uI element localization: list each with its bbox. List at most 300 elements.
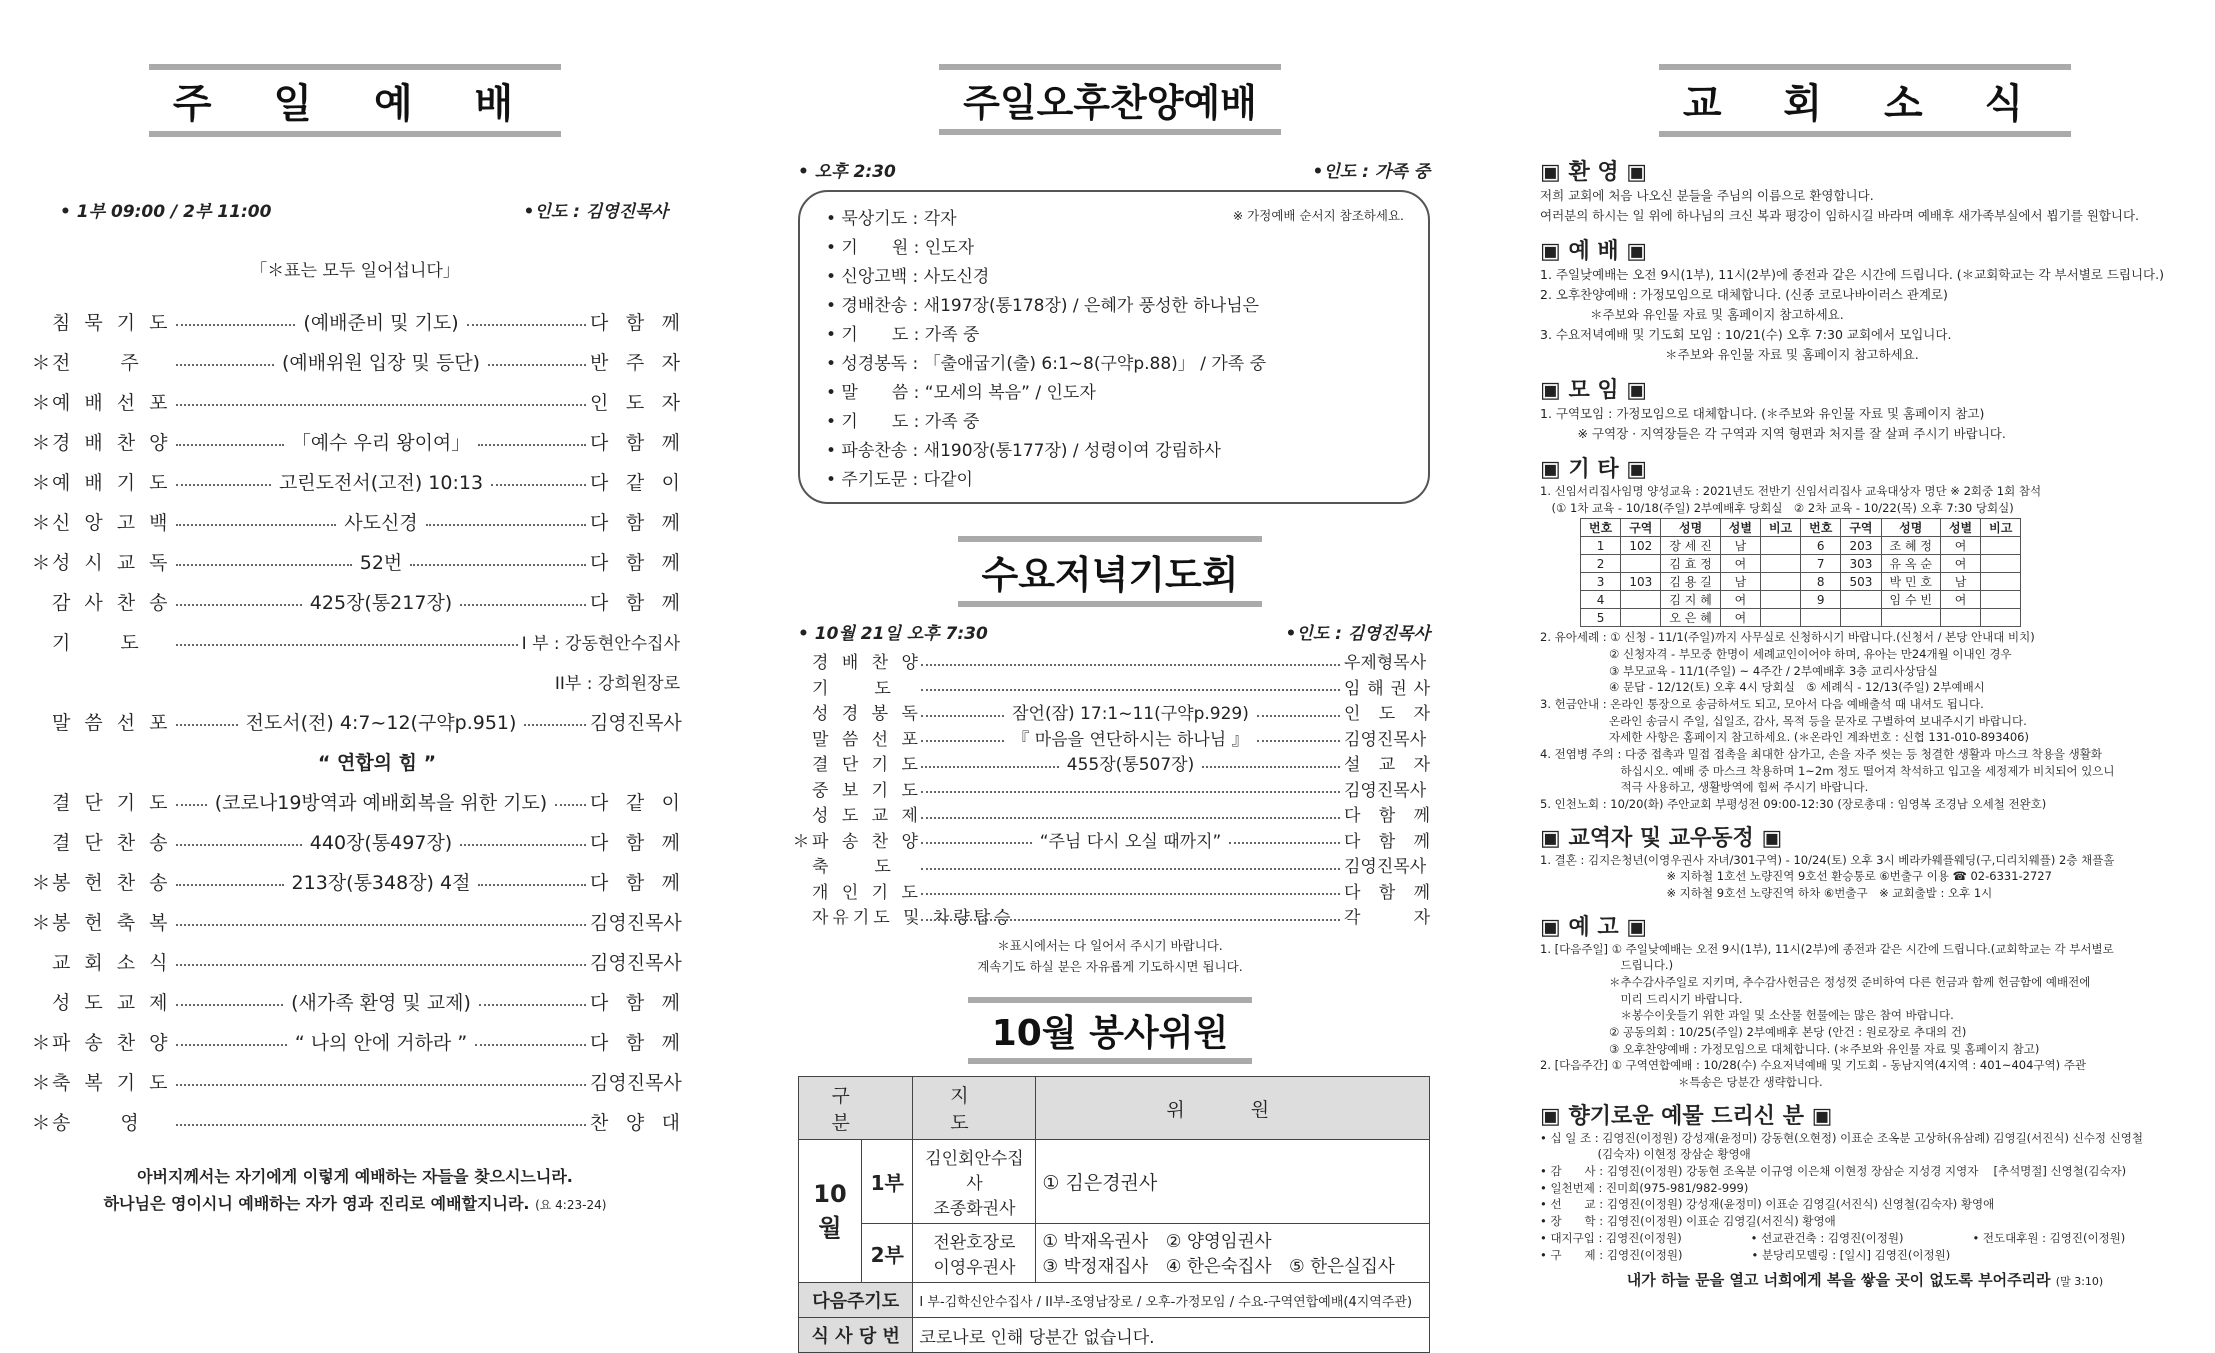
- afternoon-order-item: • 기 원 : 인도자: [826, 238, 975, 258]
- order-content: “주님 다시 오실 때까지”: [1039, 831, 1222, 852]
- deacon-table-cell: 장 세 진: [1661, 537, 1720, 555]
- order-label: 결 단 찬 송: [52, 831, 172, 854]
- order-content: “ 연합의 힘 ”: [317, 751, 437, 774]
- deacon-table-cell: 503: [1841, 573, 1881, 591]
- afternoon-order-box: [798, 190, 1430, 504]
- order-person: 다 함 께: [590, 511, 681, 534]
- deacon-table-cell: 6: [1801, 537, 1841, 555]
- order-label: 성 시 교 독: [52, 551, 172, 574]
- order-row: [30, 1101, 680, 1141]
- sunday-worship-column: [30, 0, 680, 1217]
- deacon-table-head-cell: 성명: [1661, 519, 1720, 537]
- order-row: [790, 750, 1430, 776]
- standing-mark: ＊: [31, 1111, 51, 1134]
- order-label: 성 경 봉 독: [812, 704, 922, 725]
- leader-dots: [176, 324, 295, 326]
- volunteers-title-wrap: [790, 997, 1430, 1064]
- deacon-table-cell: 박 민 호: [1881, 573, 1940, 591]
- order-row: [790, 801, 1430, 827]
- verse-line-2: 하나님은 영이시니 예배하는 자가 영과 진리로 예배할지니라.: [103, 1194, 530, 1214]
- deacon-table-cell: 102: [1621, 537, 1661, 555]
- leader-dots: [176, 1084, 586, 1086]
- deacon-table-cell: 8: [1801, 573, 1841, 591]
- order-label: 개 인 기 도: [812, 882, 922, 903]
- standing-mark: ＊: [31, 511, 51, 534]
- closing-verse-ref: (말 3:10): [2055, 1275, 2104, 1289]
- order-content: 425장(통217장): [309, 591, 453, 614]
- worship-leader: •인도 : 김영진목사: [523, 202, 668, 222]
- order-label: 교 회 소 식: [52, 951, 172, 974]
- standing-mark: ＊: [31, 551, 51, 574]
- deacon-table-head-cell: 성별: [1940, 519, 1980, 537]
- deacon-table-row: [1581, 609, 2021, 627]
- order-row: [30, 461, 680, 501]
- order-content: 전도서(전) 4:7~12(구약p.951): [245, 711, 517, 734]
- leader-dots: [921, 868, 1340, 870]
- leader-dots: [176, 1044, 287, 1046]
- leader-dots: [479, 1004, 586, 1006]
- church-news-column: [1540, 0, 2190, 1290]
- order-label: 파 송 찬 양: [812, 831, 922, 852]
- leader-dots: [176, 924, 586, 926]
- sunday-order-list: [30, 301, 680, 1141]
- order-person: 다 같 이: [590, 471, 681, 494]
- deacon-table-head-cell: 비고: [1760, 519, 1800, 537]
- order-label: 말 씀 선 포: [52, 711, 172, 734]
- order-person: 각 자: [1344, 908, 1430, 929]
- standing-mark: ＊: [792, 831, 810, 852]
- standing-mark: ＊: [31, 431, 51, 454]
- order-row: [790, 674, 1430, 700]
- order-content: 사도신경: [344, 511, 418, 534]
- order-person: 다 함 께: [590, 431, 680, 454]
- order-person: 우제형목사: [1344, 653, 1427, 674]
- standing-mark: ＊: [31, 351, 51, 374]
- afternoon-leader: •인도 : 가족 중: [1312, 162, 1430, 182]
- leader-dots: [921, 842, 1032, 844]
- deacon-table-cell: 9: [1801, 591, 1841, 609]
- order-label: 경 배 찬 양: [52, 431, 172, 454]
- leader-dots: [1202, 766, 1340, 768]
- afternoon-title: 주일오후찬양예배: [963, 81, 1257, 125]
- order-row: [30, 981, 680, 1021]
- leader-dots: [491, 484, 586, 486]
- deacon-table-row: [1581, 555, 2021, 573]
- leader-dots: [555, 804, 586, 806]
- leader-dots: [921, 689, 1340, 691]
- verse-line-1: 아버지께서는 자기에게 이렇게 예배하는 자들을 찾으시느니라.: [137, 1167, 573, 1186]
- deacon-table-cell: 여: [1720, 609, 1760, 627]
- deacon-table-cell: 여: [1720, 555, 1760, 573]
- table-month: 10월: [799, 1140, 862, 1283]
- wednesday-notes: [790, 935, 1430, 978]
- deacon-table-row: [1581, 573, 2021, 591]
- order-person: 다 함 께: [590, 551, 680, 574]
- order-label: 봉 헌 축 복: [52, 911, 172, 934]
- leader-dots: [176, 884, 284, 886]
- table-row1-lead: 김인회안수집사 조종화권사: [913, 1140, 1036, 1224]
- deacon-table-cell: [1760, 555, 1800, 573]
- deacon-table-row: [1581, 537, 2021, 555]
- deacon-table-cell: 203: [1841, 537, 1881, 555]
- afternoon-order-item: • 성경봉독 : 「출애굽기(출) 6:1~8(구약p.88)」 / 가족 중: [826, 354, 1266, 374]
- leader-dots: [921, 791, 1340, 793]
- leader-dots: [176, 644, 518, 646]
- deacon-table-cell: [1760, 591, 1800, 609]
- standing-mark: ＊: [31, 391, 51, 414]
- leader-dots: [176, 444, 284, 446]
- order-row: [30, 821, 680, 861]
- order-person: 다 함 께: [590, 591, 681, 614]
- order-label: 말 씀 선 포: [812, 729, 922, 750]
- order-row: [30, 341, 680, 381]
- table-row2-members-line2: ③ 박정재집사 ④ 한은숙집사 ⑤ 한은실집사: [1042, 1257, 1395, 1277]
- order-row: [790, 648, 1430, 674]
- order-person: 인 도 자: [1344, 704, 1430, 725]
- deacon-table-cell: [1760, 609, 1800, 627]
- standing-mark: ＊: [31, 471, 51, 494]
- order-label: 중 보 기 도: [812, 780, 922, 801]
- deacon-table-head-cell: 비고: [1981, 519, 2021, 537]
- order-row: [30, 621, 680, 661]
- deacon-table-cell: [1981, 555, 2021, 573]
- order-content: 455장(통507장): [1066, 755, 1195, 776]
- deacon-table-cell: [1621, 591, 1661, 609]
- deacon-table-cell: 여: [1720, 591, 1760, 609]
- wednesday-title: 수요저녁기도회: [981, 553, 1239, 597]
- meeting-text: 1. 구역모임 : 가정모임으로 대체합니다. (＊주보와 유인물 자료 및 홈페이지 참고) ※ 구역장 · 지역장들은 각 구역과 지역 형편과 처지를 잘 살펴 주시기 바랍니다.: [1540, 406, 2006, 441]
- deacon-table-cell: 김 용 길: [1661, 573, 1720, 591]
- order-row: [30, 861, 680, 901]
- table-row2-members-line1: ① 박재옥권사 ② 양영임권사: [1042, 1232, 1272, 1252]
- deacon-table-cell: [1981, 591, 2021, 609]
- order-row: [790, 699, 1430, 725]
- welcome-text: 저희 교회에 처음 나오신 분들을 주님의 이름으로 환영합니다. 여러분의 하시는 일 위에 하나님의 크신 복과 평강이 임하시길 바라며 예배후 새가족부실에서 뵙기를 원합니다.: [1540, 188, 2140, 223]
- order-person: 찬 양 대: [590, 1111, 680, 1134]
- leader-dots: [1229, 842, 1340, 844]
- deacon-table-head-cell: 성별: [1720, 519, 1760, 537]
- closing-verse: [1540, 1269, 2190, 1290]
- deacon-table-cell: 2: [1581, 555, 1621, 573]
- leader-dots: [176, 484, 271, 486]
- order-label: 예 배 기 도: [52, 471, 172, 494]
- table-row2-members: [1036, 1224, 1430, 1283]
- deacon-list-table: [1580, 518, 2021, 627]
- order-label: 결 단 기 도: [52, 791, 172, 814]
- deacon-table-head-cell: 구역: [1841, 519, 1881, 537]
- order-label: 경 배 찬 양: [812, 653, 922, 674]
- deacon-table-cell: 조 혜 정: [1881, 537, 1940, 555]
- deacon-table-row: [1581, 591, 2021, 609]
- order-row: [30, 661, 680, 701]
- order-row: [790, 725, 1430, 751]
- order-row: [30, 501, 680, 541]
- leader-dots: [488, 364, 586, 366]
- notice-heading: ▣ 예 고 ▣: [1540, 914, 1648, 940]
- order-content: 고린도전서(고전) 10:13: [278, 471, 484, 494]
- order-person: 김영진목사: [590, 1071, 682, 1094]
- order-label: 축 도: [812, 857, 895, 878]
- order-label: 신 앙 고 백: [52, 511, 172, 534]
- deacon-table-cell: 1: [1581, 537, 1621, 555]
- deacon-table-cell: [1841, 591, 1881, 609]
- order-label: 성 도 교 제: [812, 806, 922, 827]
- deacon-table-cell: 5: [1581, 609, 1621, 627]
- order-row: [30, 301, 680, 341]
- deacon-table-cell: [1981, 609, 2021, 627]
- next-prayer-value: I 부-김학신안수집사 / II부-조영남장로 / 오후-가정모임 / 수요-구역연합예배(4지역주관): [913, 1283, 1430, 1318]
- leader-dots: [176, 404, 586, 406]
- news-body: [1540, 155, 2190, 1290]
- order-row: [30, 901, 680, 941]
- leader-dots: [176, 724, 238, 726]
- order-label: 자유기도 및 차량탑승: [812, 908, 1015, 929]
- deacon-table-cell: 남: [1720, 537, 1760, 555]
- order-person: 다 함 께: [590, 311, 681, 334]
- order-person: 다 함 께: [1344, 882, 1430, 903]
- order-person: 다 함 께: [590, 871, 680, 894]
- afternoon-order-item: • 주기도문 : 다같이: [826, 470, 973, 490]
- leader-dots: [176, 1124, 586, 1126]
- wednesday-title-wrap: [790, 536, 1430, 607]
- order-person: 다 함 께: [590, 831, 681, 854]
- order-row: [790, 878, 1430, 904]
- order-content: (예배준비 및 기도): [303, 311, 459, 334]
- order-content: (예배위원 입장 및 등단): [281, 351, 481, 374]
- deacon-table-head-cell: 성명: [1881, 519, 1940, 537]
- order-content: (코로나19방역과 예배회복을 위한 기도): [214, 791, 548, 814]
- leader-dots: [176, 604, 302, 606]
- afternoon-order-item: • 경배찬송 : 새197장(통178장) / 은혜가 풍성한 하나님은: [826, 296, 1260, 316]
- order-row: [30, 1061, 680, 1101]
- afternoon-order-item: • 기 도 : 가족 중: [826, 325, 980, 345]
- leader-dots: [467, 324, 586, 326]
- order-row: [790, 903, 1430, 929]
- offering-heading: ▣ 향기로운 예물 드리신 분 ▣: [1540, 1103, 1833, 1129]
- staff-news-heading: ▣ 교역자 및 교우동정 ▣: [1540, 825, 1783, 851]
- deacon-table-cell: 여: [1940, 555, 1980, 573]
- leader-dots: [176, 564, 352, 566]
- deacon-table-cell: 3: [1581, 573, 1621, 591]
- deacon-table-cell: [1801, 609, 1841, 627]
- order-label: 성 도 교 제: [52, 991, 172, 1014]
- order-label: 봉 헌 찬 송: [52, 871, 172, 894]
- wednesday-note-2: 계속기도 하실 분은 자유롭게 기도하시면 됩니다.: [977, 958, 1243, 974]
- table-row1-label: 1부: [862, 1140, 913, 1224]
- afternoon-worship-column: [790, 0, 1430, 1353]
- deacon-table-cell: 여: [1940, 591, 1980, 609]
- welcome-heading: ▣ 환 영 ▣: [1540, 160, 1648, 185]
- order-person: 다 함 께: [590, 1031, 681, 1054]
- leader-dots: [176, 524, 336, 526]
- deacon-table-cell: [1981, 573, 2021, 591]
- afternoon-meta: [798, 157, 1430, 182]
- staff-news-text: 1. 결혼 : 김지은청년(이영우권사 자녀/301구역) - 10/24(토) 오후 3시 베라카웨플웨딩(구,디리치웨플) 2층 채플홀 ※ 지하철 1호선 노량진역 9호선 환승통로 ⑥번출구 이용 ☎ 02-6331-2727 ※ 지하철 9호선 노량진역 하차 ⑥번출구 ※ 교회출발 : 오후 1시: [1540, 852, 2115, 901]
- order-row: [790, 852, 1430, 878]
- leader-dots: [524, 724, 586, 726]
- deacon-table-cell: [1940, 609, 1980, 627]
- sunday-worship-title-wrap: [30, 64, 680, 137]
- leader-dots: [1257, 715, 1340, 717]
- leader-dots: [410, 564, 586, 566]
- leader-dots: [460, 844, 586, 846]
- order-label: 감 사 찬 송: [52, 591, 172, 614]
- standing-mark: ＊: [31, 871, 51, 894]
- meal-duty-value: 코로나로 인해 당분간 없습니다.: [913, 1318, 1430, 1353]
- table-head-members: 위 원: [1036, 1077, 1430, 1140]
- order-content: 「예수 우리 왕이여」: [291, 431, 471, 454]
- order-content: 52번: [359, 551, 403, 574]
- deacon-table-cell: 유 옥 순: [1881, 555, 1940, 573]
- wednesday-note-1: ＊표시에서는 다 일어서 주시기 바랍니다.: [997, 937, 1223, 953]
- leader-dots: [426, 524, 586, 526]
- deacon-table-cell: 남: [1940, 573, 1980, 591]
- leader-dots: [1257, 740, 1340, 742]
- volunteers-title: 10월 봉사위원: [991, 1013, 1229, 1054]
- order-content: 잠언(잠) 17:1~11(구약p.929): [1012, 704, 1249, 725]
- table-head-division: 구 분: [799, 1077, 913, 1140]
- sunday-worship-meta: [60, 197, 668, 222]
- deacon-table-cell: 7: [1801, 555, 1841, 573]
- order-person: I 부 : 강동현안수집사: [521, 633, 680, 654]
- afternoon-order-item: • 신앙고백 : 사도신경: [826, 267, 990, 287]
- church-news-title: 교 회 소 식: [1682, 81, 2048, 127]
- leader-dots: [475, 1044, 586, 1046]
- etc-text-1: 1. 신임서리집사임명 양성교육 : 2021년도 전반기 신임서리집사 교육대상자 명단 ※ 2회중 1회 참석 (① 1차 교육 - 10/18(주일) 2부예배후 당회실 ② 2차 교육 - 10/22(목) 오후 7:30 당회실): [1540, 484, 2042, 515]
- order-person: 다 함 께: [1344, 806, 1430, 827]
- order-label: 침 묵 기 도: [52, 311, 172, 334]
- deacon-table-cell: 303: [1841, 555, 1881, 573]
- order-label: 축 복 기 도: [52, 1071, 172, 1094]
- leader-dots: [921, 715, 1004, 717]
- order-person: 김영진목사: [590, 711, 682, 734]
- order-content: “ 나의 안에 거하라 ”: [294, 1031, 468, 1054]
- order-person: 김영진목사: [1344, 857, 1427, 878]
- order-row: [30, 701, 680, 741]
- deacon-table-cell: 김 효 정: [1661, 555, 1720, 573]
- order-label: 예 배 선 포: [52, 391, 172, 414]
- order-row: [30, 941, 680, 981]
- verse-ref: (요 4:23-24): [535, 1198, 607, 1213]
- order-label: 파 송 찬 양: [52, 1031, 172, 1054]
- wednesday-time: • 10월 21일 오후 7:30: [798, 624, 988, 644]
- standing-mark: ＊: [31, 1031, 51, 1054]
- leader-dots: [176, 804, 207, 806]
- deacon-table-cell: 여: [1940, 537, 1980, 555]
- deacon-table-cell: 임 수 빈: [1881, 591, 1940, 609]
- etc-text-2: 2. 유아세례 : ① 신청 - 11/1(주일)까지 사무실로 신청하시기 바랍니다.(신청서 / 본당 안내대 비치) ② 신청자격 - 부모중 한명이 세례교인이어야 하며, 유아는 만24개월 이내인 경우 ③ 부모교육 - 11/1(주일) ~ 4주간 / 2부예배후 3층 교리사상담실 ④ 문답 - 12/12(토) 오후 4시 당회실 ⑤ 세례식 - 12/13(주일) 2부예배시 3. 헌금안내 : 온라인 통장으로 송금하셔도 되고, 모아서 다음 예배출석 때 내셔도 됩니다. 온라인 송금시 주일, 십일조, 감사, 목적 등을 문자로 구별하여 보내주시기 바랍니다. 자세한 사항은 홈페이지 참고하세요. (＊온라인 계좌번호 : 신협 131-010-893406) 4. 전염병 주의 : 다중 접촉과 밀접 접촉을 최대한 삼가고, 손을 자주 씻는 등 청결한 생활과 마스크 착용을 생활화 하십시오. 예배 중 마스크 착용하며 1~2m 정도 떨어져 착석하고 입고올 세정제가 비치되어 있으니 적극 사용하고, 생활방역에 힘써 주시기 바랍니다. 5. 인천노회 : 10/20(화) 주안교회 부평성전 09:00-12:30 (장로총대 : 임영복 조경남 오세철 전완호): [1540, 630, 2115, 812]
- order-person: 김영진목사: [590, 951, 682, 974]
- afternoon-order-lines: [826, 202, 1402, 492]
- leader-dots: [478, 884, 586, 886]
- order-person: 김영진목사: [1344, 729, 1427, 750]
- deacon-table-cell: [1760, 573, 1800, 591]
- deacon-table-cell: [1621, 555, 1661, 573]
- order-label: 결 단 기 도: [812, 755, 922, 776]
- leader-dots: [478, 444, 586, 446]
- deacon-table-head-cell: 번호: [1581, 519, 1621, 537]
- table-row2-lead: 전완호장로 이영우권사: [913, 1224, 1036, 1283]
- leader-dots: [176, 964, 586, 966]
- leader-dots: [921, 664, 1340, 666]
- afternoon-order-item: • 말 씀 : “모세의 복음” / 인도자: [826, 383, 1096, 403]
- church-news-title-wrap: [1540, 64, 2190, 137]
- deacon-table-cell: 남: [1720, 573, 1760, 591]
- offering-text: • 십 일 조 : 김영진(이정원) 강성재(윤정미) 강동현(오현정) 이표순 조옥분 고상하(유삼례) 김영길(서진식) 신수정 신영철 (김숙자) 이현정 장삼순 황영애 • 감 사 : 김영진(이정원) 강동현 조옥분 이규영 이은채 이현정 장삼순 지성경 지영자 [추석명절] 신영철(김숙자) • 일천번제 : 진미희(975-981/982-999) • 선 교 : 김영진(이정원) 강성재(윤정미) 이표순 김영길(서진식) 신영철(김숙자) 황영애 • 장 학 : 김영진(이정원) 이표순 김영길(서진식) 황영애 • 대지구입 : 김영진(이정원) • 선교관건축 : 김영진(이정원) • 전도대후원 : 김영진(이정원) • 구 제 : 김영진(이정원) • 분당리모델링 : [일시] 김영진(이정원): [1540, 1130, 2143, 1262]
- leader-dots: [921, 919, 1340, 921]
- deacon-table-head-cell: 번호: [1801, 519, 1841, 537]
- worship-heading: ▣ 예 배 ▣: [1540, 239, 1648, 264]
- order-person: 설 교 자: [1344, 755, 1430, 776]
- leader-dots: [176, 364, 274, 366]
- order-person: 반 주 자: [590, 351, 681, 374]
- table-head-lead: 지 도: [913, 1077, 1036, 1140]
- afternoon-order-item: • 묵상기도 : 각자: [826, 209, 957, 229]
- order-content: 213장(통348장) 4절: [291, 871, 471, 894]
- leader-dots: [460, 604, 586, 606]
- standing-mark: ＊: [31, 1071, 51, 1094]
- order-label: 송 영: [52, 1111, 143, 1134]
- deacon-table-cell: 4: [1581, 591, 1621, 609]
- order-label: 기 도: [812, 678, 895, 699]
- wednesday-meta: [798, 619, 1430, 644]
- order-row: [790, 776, 1430, 802]
- next-prayer-label: 다음주기도: [799, 1283, 913, 1318]
- deacon-table-cell: [1760, 537, 1800, 555]
- sunday-worship-title: 주 일 예 배: [172, 81, 538, 127]
- deacon-table-cell: 김 지 혜: [1661, 591, 1720, 609]
- leader-dots: [176, 844, 302, 846]
- order-content: 『 마음을 연단하시는 하나님 』: [1012, 729, 1249, 750]
- worship-times: • 1부 09:00 / 2부 11:00: [60, 202, 272, 222]
- order-content: 440장(통497장): [309, 831, 453, 854]
- order-person: 다 같 이: [590, 791, 680, 814]
- leader-dots: [176, 1004, 283, 1006]
- deacon-table-cell: [1981, 537, 2021, 555]
- standing-note: 「＊표는 모두 일어섭니다」: [250, 261, 460, 281]
- table-row2-label: 2부: [862, 1224, 913, 1283]
- order-row: [30, 741, 680, 781]
- notice-text: 1. [다음주일] ① 주일낮예배는 오전 9시(1부), 11시(2부)에 종전과 같은 시간에 드립니다.(교회학교는 각 부서별로 드립니다.) ＊추수감사주일로 지키며, 추수감사헌금은 정성껏 준비하여 다른 헌금과 함께 헌금함에 예배전에 미리 드리시기 바랍니다. ＊봉수이웃들기 위한 과일 및 소산물 헌물에는 많은 참여 바랍니다. ② 공동의회 : 10/25(주일) 2부예배후 본당 (안건 : 원로장로 추대의 건) ③ 오후찬양예배 : 가정모임으로 대체합니다. (＊주보와 유인물 자료 및 홈페이지 참고) 2. [다음주간] ① 구역연합예배 : 10/28(수) 수요저녁예배 및 기도회 - 동남지역(4지역 : 401~404구역) 주관 ＊특송은 당분간 생략합니다.: [1540, 941, 2114, 1090]
- leader-dots: [921, 740, 1004, 742]
- leader-dots: [921, 817, 1340, 819]
- order-label: 기 도: [52, 631, 143, 654]
- worship-text: 1. 주일낮예배는 오전 9시(1부), 11시(2부)에 종전과 같은 시간에 드립니다. (＊교회학교는 각 부서별로 드립니다.) 2. 오후찬양예배 : 가정모임으로 대체합니다. (신종 코로나바이러스 관계로) ＊주보와 유인물 자료 및 홈페이지 참고하세요. 3. 수요저녁예배 및 기도회 모임 : 10/21(수) 오후 7:30 교회에서 모입니다. ＊주보와 유인물 자료 및 홈페이지 참고하세요.: [1540, 267, 2164, 362]
- order-row: [30, 381, 680, 421]
- order-person: 임 해 권 사: [1344, 678, 1430, 699]
- wednesday-order-list: [790, 648, 1430, 929]
- order-person: II부 : 강희원장로: [554, 673, 680, 694]
- order-row: [30, 1021, 680, 1061]
- order-person: 다 함 께: [590, 991, 680, 1014]
- order-row: [30, 581, 680, 621]
- order-row: [30, 541, 680, 581]
- deacon-table-cell: 103: [1621, 573, 1661, 591]
- leader-dots: [921, 766, 1059, 768]
- standing-mark: ＊: [31, 911, 51, 934]
- order-person: 인 도 자: [590, 391, 680, 414]
- leader-dots: [921, 893, 1340, 895]
- meal-duty-label: 식 사 당 번: [799, 1318, 913, 1353]
- volunteers-table: [798, 1076, 1430, 1353]
- order-person: 다 함 께: [1344, 831, 1430, 852]
- order-person: 김영진목사: [1344, 780, 1427, 801]
- deacon-table-cell: [1621, 609, 1661, 627]
- deacon-table-cell: [1841, 609, 1881, 627]
- afternoon-time: • 오후 2:30: [798, 162, 896, 182]
- afternoon-order-item: • 기 도 : 가족 중: [826, 412, 980, 432]
- order-row: [30, 421, 680, 461]
